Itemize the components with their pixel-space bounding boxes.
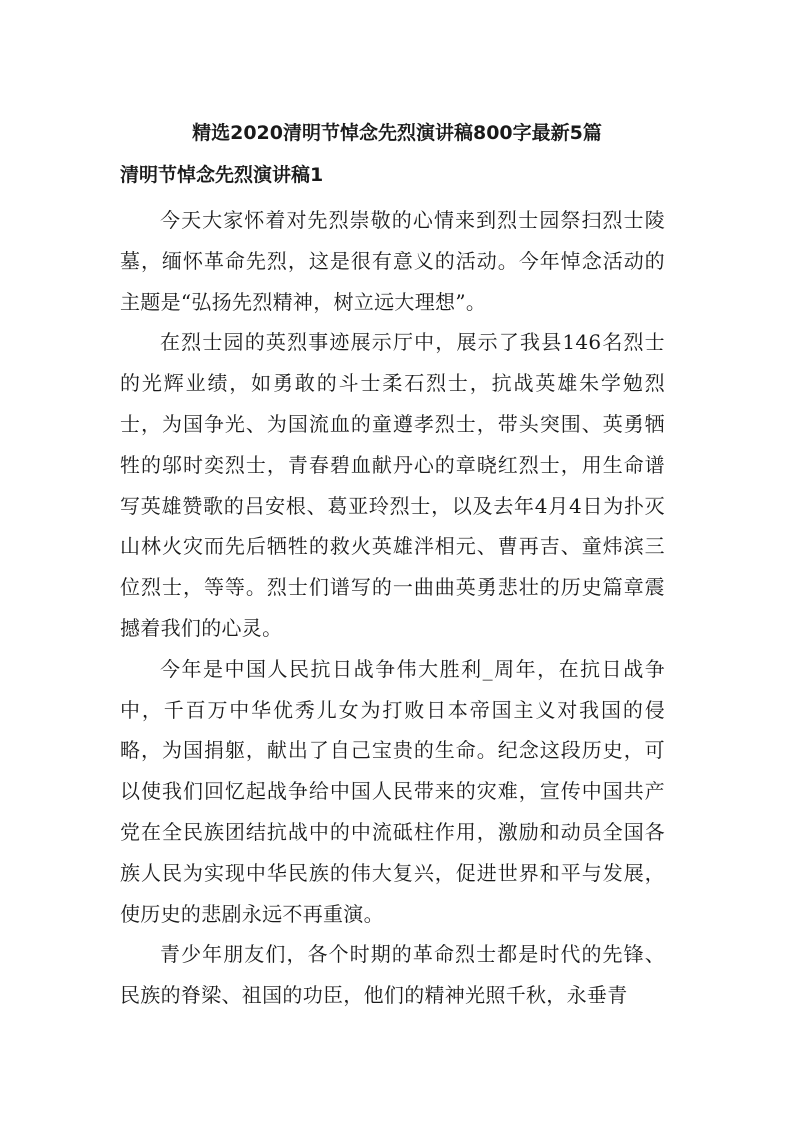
document-title: 精选2020清明节悼念先烈演讲稿800字最新5篇 [192, 122, 602, 144]
section-heading: 清明节悼念先烈演讲稿1 [120, 164, 324, 186]
paragraph: 青少年朋友们，各个时期的革命烈士都是时代的先锋、民族的脊梁、祖国的功臣，他们的精神光照千秋，永垂青 [120, 942, 665, 1008]
document-body [120, 200, 665, 1016]
paragraph: 今年是中国人民抗日战争伟大胜利_周年，在抗日战争中，千百万中华优秀儿女为打败日本帝国主义对我国的侵略，为国捐躯，献出了自己宝贵的生命。纪念这段历史，可以使我们回忆起战争给中国人民带来的灾难，宣传中国共产党在全民族团结抗战中的中流砥柱作用，激励和动员全国各族人民为实现中华民族的伟大复兴，促进世界和平与发展，使历史的悲剧永远不再重演。 [120, 656, 665, 926]
paragraph: 今天大家怀着对先烈崇敬的心情来到烈士园祭扫烈士陵墓，缅怀革命先烈，这是很有意义的活动。今年悼念活动的主题是“弘扬先烈精神，树立远大理想”。 [120, 208, 665, 314]
paragraph: 在烈士园的英烈事迹展示厅中，展示了我县146名烈士的光辉业绩，如勇敢的斗士柔石烈士，抗战英雄朱学勉烈士，为国争光、为国流血的童遵孝烈士，带头突围、英勇牺牲的邬时奕烈士，青春碧血献丹心的章晓红烈士，用生命谱写英雄赞歌的吕安根、葛亚玲烈士，以及去年4月4日为扑灭山林火灾而先后牺牲的救火英雄泮相元、曹再吉、童炜滨三位烈士，等等。烈士们谱写的一曲曲英勇悲壮的历史篇章震撼着我们的心灵。 [120, 330, 665, 640]
